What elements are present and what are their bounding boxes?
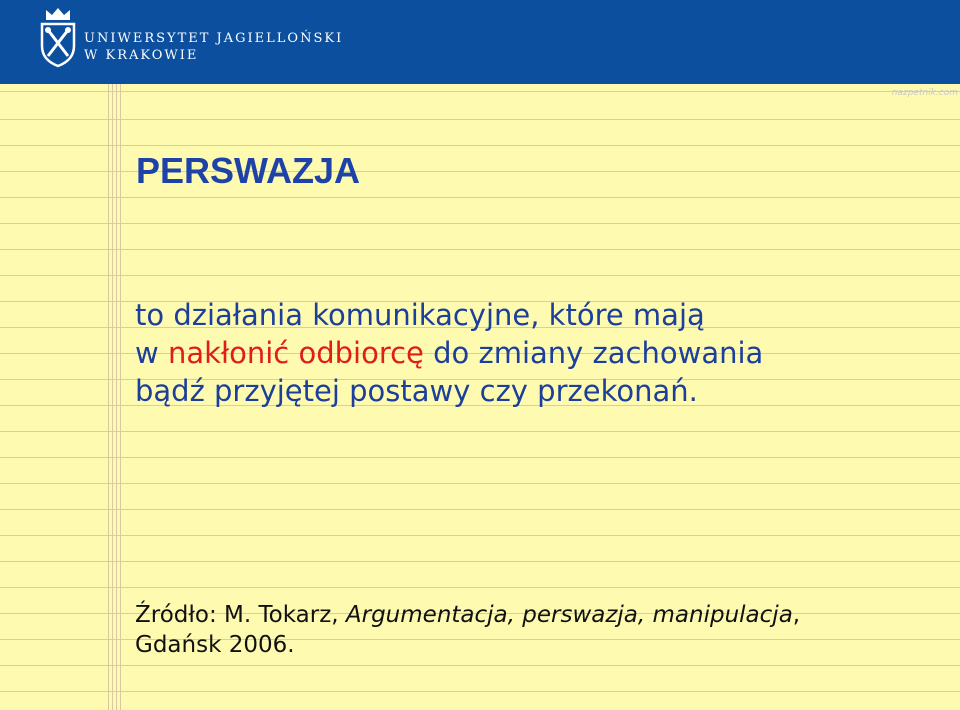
highlighted-phrase: nakłonić odbiorcę	[167, 336, 424, 370]
university-header	[0, 0, 960, 84]
definition-line-2-prefix: w	[135, 336, 168, 370]
watermark: nazpetnik.com	[891, 88, 958, 98]
university-name-line1: UNIWERSYTET JAGIELLOŃSKI	[84, 31, 344, 46]
notebook-margin-lines	[108, 84, 122, 710]
university-name	[84, 30, 343, 64]
definition-line-3: bądź przyjętej postawy czy przekonań.	[135, 374, 698, 408]
source-line-1	[135, 600, 935, 630]
source-suffix: ,	[792, 602, 801, 628]
slide-title: PERSWAZJA	[136, 150, 361, 191]
definition-line-2	[135, 334, 935, 372]
source-citation	[135, 600, 935, 660]
university-crest-icon	[38, 6, 78, 68]
source-line-2: Gdańsk 2006.	[135, 632, 295, 658]
university-name-line2: W KRAKOWIE	[84, 48, 199, 63]
source-prefix: Źródło: M. Tokarz,	[135, 602, 346, 628]
definition-line-1: to działania komunikacyjne, które mają	[135, 298, 705, 332]
source-book-title: Argumentacja, perswazja, manipulacja	[345, 602, 793, 628]
definition-text	[135, 296, 935, 410]
definition-line-2-suffix: do zmiany zachowania	[423, 336, 764, 370]
